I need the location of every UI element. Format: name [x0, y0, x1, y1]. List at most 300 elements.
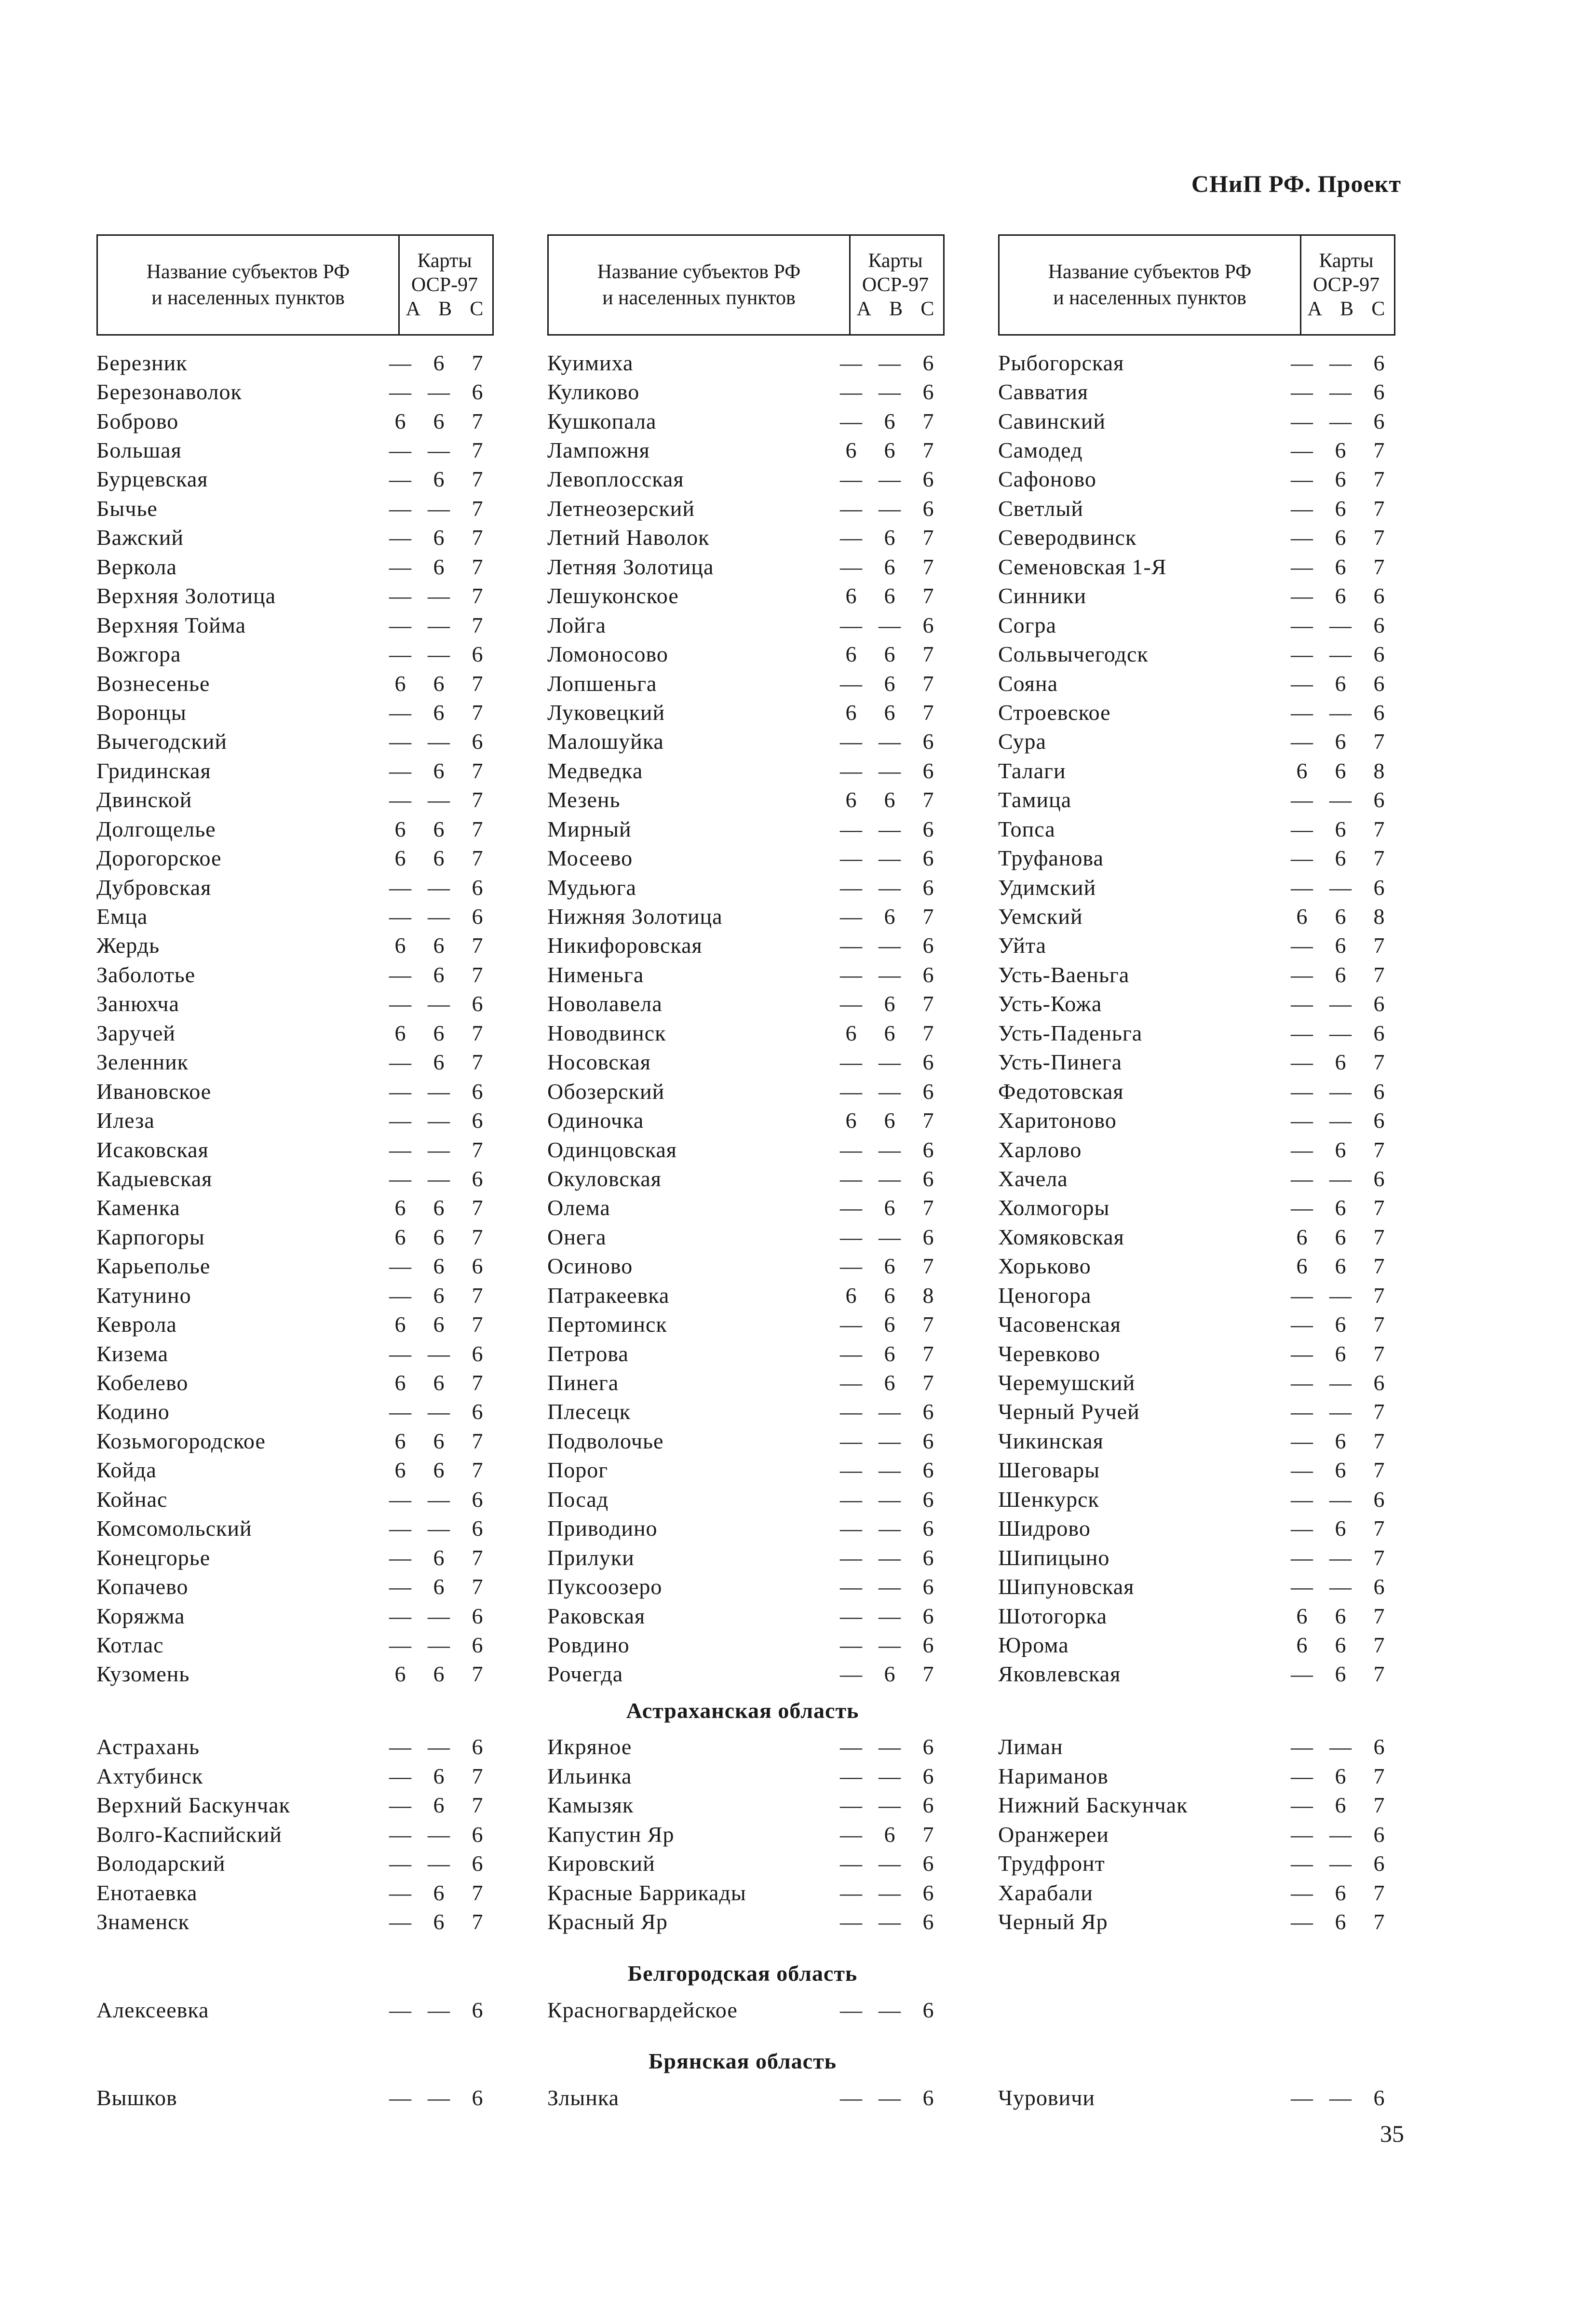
- settlement-name: Сура: [998, 729, 1046, 754]
- header-col-b: В: [889, 298, 903, 320]
- map-b-value: —: [879, 612, 901, 637]
- settlement-name: Знаменск: [96, 1909, 189, 1934]
- table-row: [96, 1281, 497, 1310]
- map-b-value: 6: [1335, 1137, 1346, 1162]
- table-row: [998, 582, 1398, 610]
- map-b-value: —: [879, 1574, 901, 1599]
- settlement-name: Верхний Баскунчак: [96, 1793, 290, 1818]
- map-c-value: 6: [922, 1079, 934, 1104]
- map-a-value: —: [389, 1399, 411, 1424]
- table-row: [96, 1907, 497, 1936]
- map-b-value: 6: [884, 554, 895, 579]
- table-column-1: [96, 1995, 497, 2024]
- table-row: [998, 1135, 1398, 1164]
- settlement-name: Согра: [998, 612, 1056, 637]
- settlement-name: Зеленник: [96, 1050, 189, 1075]
- map-c-value: 7: [472, 1283, 483, 1308]
- settlement-name: Кеврола: [96, 1312, 177, 1337]
- header-abc: [397, 297, 492, 321]
- header-col-c: С: [470, 298, 484, 320]
- map-b-value: 6: [433, 408, 445, 433]
- map-c-value: 6: [1373, 1166, 1385, 1191]
- map-c-value: 7: [472, 1909, 483, 1934]
- map-b-value: 6: [1335, 1341, 1346, 1366]
- settlement-name: Красные Баррикады: [547, 1880, 746, 1905]
- header-name-cell: [1000, 236, 1301, 334]
- map-c-value: 6: [1373, 2085, 1385, 2110]
- map-b-value: 6: [433, 1880, 445, 1905]
- settlement-name: Окуловская: [547, 1166, 662, 1191]
- map-a-value: —: [840, 1370, 862, 1395]
- map-b-value: 6: [1335, 758, 1346, 783]
- map-b-value: 6: [884, 1662, 895, 1687]
- map-b-value: 6: [884, 1312, 895, 1337]
- table-row: [96, 2083, 497, 2112]
- map-a-value: 6: [1296, 1224, 1308, 1249]
- map-c-value: 7: [472, 1574, 483, 1599]
- map-a-value: —: [840, 408, 862, 433]
- settlement-name: Плесецк: [547, 1399, 631, 1424]
- table-row: [96, 1660, 497, 1689]
- settlement-name: Вознесенье: [96, 671, 210, 696]
- table-header-1: [96, 234, 494, 336]
- settlement-name: Самодед: [998, 438, 1083, 463]
- map-a-value: —: [389, 1632, 411, 1657]
- table-row: [547, 1077, 947, 1106]
- table-row: [547, 406, 947, 435]
- map-a-value: —: [1291, 496, 1313, 521]
- table-row: [998, 1732, 1398, 1761]
- map-b-value: —: [1329, 1166, 1352, 1191]
- settlement-name: Бурцевская: [96, 467, 208, 492]
- map-b-value: 6: [884, 1370, 895, 1395]
- map-b-value: 6: [884, 408, 895, 433]
- map-b-value: 6: [433, 846, 445, 871]
- settlement-name: Медведка: [547, 758, 643, 783]
- table-row: [998, 1252, 1398, 1281]
- map-c-value: 6: [1373, 1574, 1385, 1599]
- settlement-name: Нименьга: [547, 962, 644, 987]
- settlement-name: Дорогорское: [96, 846, 222, 871]
- settlement-name: Удимский: [998, 875, 1096, 900]
- settlement-name: Кодино: [96, 1399, 170, 1424]
- map-a-value: —: [1291, 1458, 1313, 1483]
- table-row: [547, 931, 947, 960]
- map-a-value: 6: [394, 1662, 406, 1687]
- map-c-value: 6: [1373, 991, 1385, 1016]
- table-column-1: [96, 348, 497, 1689]
- map-b-value: —: [879, 496, 901, 521]
- map-b-value: 6: [1335, 1880, 1346, 1905]
- map-a-value: —: [840, 846, 862, 871]
- settlement-name: Юрома: [998, 1632, 1069, 1657]
- table-header-2: [547, 234, 945, 336]
- map-a-value: —: [1291, 554, 1313, 579]
- table-row: [998, 814, 1398, 843]
- map-b-value: 6: [1335, 1909, 1346, 1934]
- map-b-value: 6: [884, 904, 895, 929]
- map-a-value: —: [1291, 1108, 1313, 1133]
- table-column-3: [998, 348, 1398, 1689]
- header-name-line2: и населенных пунктов: [151, 287, 345, 309]
- map-b-value: 6: [884, 525, 895, 550]
- map-b-value: —: [1329, 700, 1352, 725]
- map-a-value: —: [840, 1734, 862, 1759]
- page-number: 35: [1380, 2120, 1404, 2147]
- map-c-value: 6: [1373, 875, 1385, 900]
- map-a-value: —: [840, 758, 862, 783]
- map-a-value: —: [840, 1851, 862, 1876]
- map-a-value: —: [389, 1166, 411, 1191]
- map-b-value: —: [428, 496, 450, 521]
- map-c-value: 7: [472, 962, 483, 987]
- map-b-value: —: [879, 1516, 901, 1541]
- table-row: [96, 1135, 497, 1164]
- settlement-name: Харитоново: [998, 1108, 1117, 1133]
- table-row: [547, 348, 947, 377]
- map-b-value: —: [428, 1079, 450, 1104]
- map-a-value: —: [840, 1632, 862, 1657]
- table-row: [547, 1543, 947, 1572]
- map-b-value: —: [1329, 642, 1352, 667]
- table-row: [96, 494, 497, 523]
- map-c-value: 7: [472, 1195, 483, 1220]
- map-b-value: 6: [1335, 496, 1346, 521]
- section-title: Белгородская область: [627, 1961, 858, 1986]
- map-b-value: —: [879, 933, 901, 958]
- map-a-value: —: [840, 1662, 862, 1687]
- map-c-value: 6: [922, 729, 934, 754]
- map-a-value: 6: [845, 700, 857, 725]
- settlement-name: Летний Наволок: [547, 525, 710, 550]
- map-b-value: —: [428, 1851, 450, 1876]
- settlement-name: Хорьково: [998, 1254, 1091, 1279]
- settlement-name: Коряжма: [96, 1603, 185, 1628]
- map-c-value: 6: [472, 729, 483, 754]
- map-c-value: 8: [922, 1283, 934, 1308]
- table-row: [96, 989, 497, 1018]
- map-b-value: —: [879, 1458, 901, 1483]
- settlement-name: Долгощелье: [96, 816, 216, 841]
- table-row: [96, 1164, 497, 1193]
- map-c-value: 6: [1373, 671, 1385, 696]
- settlement-name: Злынка: [547, 2085, 619, 2110]
- settlement-name: Копачево: [96, 1574, 189, 1599]
- map-a-value: —: [840, 1997, 862, 2022]
- map-b-value: —: [1329, 1734, 1352, 1759]
- map-c-value: 7: [922, 671, 934, 696]
- table-row: [998, 639, 1398, 668]
- map-c-value: 6: [1373, 379, 1385, 405]
- table-row: [547, 1761, 947, 1790]
- table-row: [96, 610, 497, 639]
- table-row: [96, 406, 497, 435]
- table-row: [547, 1572, 947, 1601]
- settlement-name: Куликово: [547, 379, 640, 405]
- map-c-value: 6: [922, 350, 934, 375]
- map-b-value: —: [879, 1997, 901, 2022]
- map-c-value: 7: [1373, 467, 1385, 492]
- table-row: [96, 523, 497, 552]
- table-row: [998, 1368, 1398, 1397]
- map-c-value: 7: [922, 1822, 934, 1847]
- map-a-value: —: [1291, 1370, 1313, 1395]
- settlement-name: Тамица: [998, 787, 1072, 812]
- map-b-value: 6: [1335, 671, 1346, 696]
- map-b-value: —: [428, 1734, 450, 1759]
- map-b-value: —: [1329, 1574, 1352, 1599]
- table-row: [998, 1878, 1398, 1907]
- map-a-value: —: [840, 1399, 862, 1424]
- table-row: [998, 1397, 1398, 1426]
- map-c-value: 7: [922, 787, 934, 812]
- map-c-value: 7: [1373, 1662, 1385, 1687]
- map-a-value: —: [389, 554, 411, 579]
- map-c-value: 8: [1373, 904, 1385, 929]
- map-c-value: 7: [472, 1020, 483, 1045]
- map-b-value: 6: [884, 671, 895, 696]
- header-maps-line1: Карты: [417, 250, 472, 272]
- map-c-value: 7: [1373, 962, 1385, 987]
- table-row: [96, 1761, 497, 1790]
- settlement-name: Лиман: [998, 1734, 1063, 1759]
- map-c-value: 7: [472, 1428, 483, 1453]
- settlement-name: Топса: [998, 816, 1055, 841]
- map-a-value: —: [389, 904, 411, 929]
- map-a-value: —: [389, 1050, 411, 1075]
- map-a-value: —: [389, 438, 411, 463]
- map-a-value: —: [1291, 962, 1313, 987]
- map-a-value: —: [840, 379, 862, 405]
- map-b-value: —: [879, 1224, 901, 1249]
- map-a-value: —: [840, 496, 862, 521]
- map-b-value: 6: [433, 525, 445, 550]
- table-row: [998, 494, 1398, 523]
- table-row: [96, 873, 497, 902]
- table-row: [998, 1572, 1398, 1601]
- section-title: Брянская область: [649, 2049, 837, 2074]
- map-c-value: 6: [1373, 1487, 1385, 1512]
- map-c-value: 7: [1373, 496, 1385, 521]
- settlement-name: Лампожня: [547, 438, 650, 463]
- map-c-value: 6: [1373, 1108, 1385, 1133]
- map-a-value: —: [389, 612, 411, 637]
- map-a-value: —: [389, 700, 411, 725]
- settlement-name: Володарский: [96, 1851, 226, 1876]
- settlement-name: Ровдино: [547, 1632, 630, 1657]
- map-b-value: —: [879, 816, 901, 841]
- map-b-value: 6: [884, 1254, 895, 1279]
- map-a-value: —: [389, 1108, 411, 1133]
- map-b-value: —: [428, 1632, 450, 1657]
- settlement-name: Козьмогородское: [96, 1428, 266, 1453]
- settlement-name: Жердь: [96, 933, 160, 958]
- map-c-value: 7: [922, 1254, 934, 1279]
- map-a-value: —: [1291, 1283, 1313, 1308]
- map-c-value: 7: [922, 1108, 934, 1133]
- map-b-value: —: [428, 1516, 450, 1541]
- map-c-value: 7: [1373, 729, 1385, 754]
- settlement-name: Нижняя Золотица: [547, 904, 723, 929]
- settlement-name: Шеговары: [998, 1458, 1100, 1483]
- map-b-value: 6: [433, 933, 445, 958]
- settlement-name: Емца: [96, 904, 148, 929]
- map-a-value: —: [389, 1137, 411, 1162]
- table-row: [547, 523, 947, 552]
- settlement-name: Красный Яр: [547, 1909, 668, 1934]
- map-c-value: 6: [472, 875, 483, 900]
- map-b-value: —: [428, 1341, 450, 1366]
- header-name-line1: Название субъектов РФ: [597, 261, 801, 283]
- table-row: [998, 1820, 1398, 1849]
- map-b-value: 6: [1335, 554, 1346, 579]
- map-c-value: 6: [922, 1224, 934, 1249]
- table-row: [547, 873, 947, 902]
- table-row: [998, 727, 1398, 756]
- settlement-name: Катунино: [96, 1283, 191, 1308]
- section-title: Астраханская область: [626, 1698, 859, 1723]
- map-c-value: 6: [922, 875, 934, 900]
- settlement-name: Северодвинск: [998, 525, 1137, 550]
- map-a-value: —: [389, 1574, 411, 1599]
- map-b-value: 6: [884, 787, 895, 812]
- table-row: [96, 1077, 497, 1106]
- settlement-name: Уйта: [998, 933, 1046, 958]
- map-c-value: 6: [922, 496, 934, 521]
- map-a-value: —: [389, 379, 411, 405]
- settlement-name: Приводино: [547, 1516, 658, 1541]
- map-c-value: 7: [1373, 1603, 1385, 1628]
- settlement-name: Нижний Баскунчак: [998, 1793, 1188, 1818]
- table-row: [96, 582, 497, 610]
- table-row: [96, 960, 497, 989]
- table-row: [96, 1572, 497, 1601]
- map-c-value: 6: [472, 1399, 483, 1424]
- settlement-name: Шипуновская: [998, 1574, 1135, 1599]
- table-row: [998, 1849, 1398, 1878]
- map-b-value: —: [428, 1997, 450, 2022]
- table-row: [96, 1514, 497, 1543]
- table-row: [998, 698, 1398, 727]
- map-b-value: 6: [433, 350, 445, 375]
- settlement-name: Яковлевская: [998, 1662, 1121, 1687]
- table-row: [998, 1164, 1398, 1193]
- map-c-value: 7: [472, 700, 483, 725]
- table-row: [998, 348, 1398, 377]
- map-c-value: 6: [922, 1632, 934, 1657]
- settlement-name: Икряное: [547, 1734, 632, 1759]
- settlement-name: Черный Ручей: [998, 1399, 1140, 1424]
- map-c-value: 6: [922, 962, 934, 987]
- map-a-value: —: [840, 1458, 862, 1483]
- map-c-value: 6: [472, 1603, 483, 1628]
- settlement-name: Кобелево: [96, 1370, 189, 1395]
- map-b-value: —: [879, 1079, 901, 1104]
- map-b-value: —: [428, 875, 450, 900]
- header-name-cell: [549, 236, 851, 334]
- map-c-value: 7: [1373, 1195, 1385, 1220]
- map-b-value: 6: [1335, 1516, 1346, 1541]
- map-b-value: 6: [1335, 1603, 1346, 1628]
- settlement-name: Мирный: [547, 816, 632, 841]
- table-row: [998, 1222, 1398, 1251]
- settlement-name: Карьеполье: [96, 1254, 211, 1279]
- map-c-value: 7: [1373, 1428, 1385, 1453]
- map-a-value: —: [1291, 1909, 1313, 1934]
- settlement-name: Кизема: [96, 1341, 169, 1366]
- map-b-value: 6: [884, 1195, 895, 1220]
- map-a-value: —: [1291, 1574, 1313, 1599]
- table-row: [96, 1426, 497, 1455]
- map-a-value: —: [389, 1603, 411, 1628]
- map-a-value: —: [840, 1487, 862, 1512]
- map-a-value: 6: [394, 1224, 406, 1249]
- table-row: [547, 1164, 947, 1193]
- map-c-value: 6: [1373, 1370, 1385, 1395]
- map-c-value: 7: [922, 1020, 934, 1045]
- table-row: [96, 1397, 497, 1426]
- settlement-name: Синники: [998, 583, 1087, 609]
- map-b-value: 6: [433, 1283, 445, 1308]
- table-column-2: [547, 2083, 947, 2112]
- settlement-name: Комсомольский: [96, 1516, 252, 1541]
- map-a-value: —: [840, 933, 862, 958]
- map-a-value: 6: [394, 816, 406, 841]
- map-b-value: —: [1329, 875, 1352, 900]
- map-b-value: 6: [433, 1224, 445, 1249]
- map-b-value: —: [879, 1428, 901, 1453]
- settlement-name: Трудфронт: [998, 1851, 1105, 1876]
- settlement-name: Летнеозерский: [547, 496, 695, 521]
- table-row: [547, 1514, 947, 1543]
- settlement-name: Черевково: [998, 1341, 1100, 1366]
- header-col-b: В: [438, 298, 452, 320]
- settlement-name: Заболотье: [96, 962, 196, 987]
- map-c-value: 7: [922, 1370, 934, 1395]
- map-b-value: —: [428, 729, 450, 754]
- map-c-value: 8: [1373, 758, 1385, 783]
- map-a-value: —: [840, 1793, 862, 1818]
- map-b-value: —: [428, 1137, 450, 1162]
- settlement-name: Волго-Каспийский: [96, 1822, 282, 1847]
- table-row: [96, 814, 497, 843]
- table-row: [547, 1368, 947, 1397]
- settlement-name: Сольвычегодск: [998, 642, 1149, 667]
- table-row: [96, 669, 497, 698]
- map-b-value: —: [1329, 991, 1352, 1016]
- map-b-value: —: [428, 2085, 450, 2110]
- map-a-value: —: [840, 875, 862, 900]
- table-row: [547, 727, 947, 756]
- settlement-name: Посад: [547, 1487, 609, 1512]
- map-a-value: —: [840, 1574, 862, 1599]
- header-col-a: А: [406, 298, 420, 320]
- map-c-value: 7: [472, 787, 483, 812]
- map-a-value: —: [1291, 1880, 1313, 1905]
- map-b-value: —: [879, 1851, 901, 1876]
- table-row: [547, 435, 947, 464]
- table-row: [547, 465, 947, 494]
- map-c-value: 6: [922, 758, 934, 783]
- table-row: [547, 902, 947, 931]
- map-c-value: 6: [1373, 1734, 1385, 1759]
- table-row: [547, 1995, 947, 2024]
- table-row: [96, 465, 497, 494]
- map-c-value: 7: [1373, 1763, 1385, 1788]
- table-row: [96, 1310, 497, 1339]
- map-c-value: 6: [472, 2085, 483, 2110]
- map-a-value: —: [389, 1880, 411, 1905]
